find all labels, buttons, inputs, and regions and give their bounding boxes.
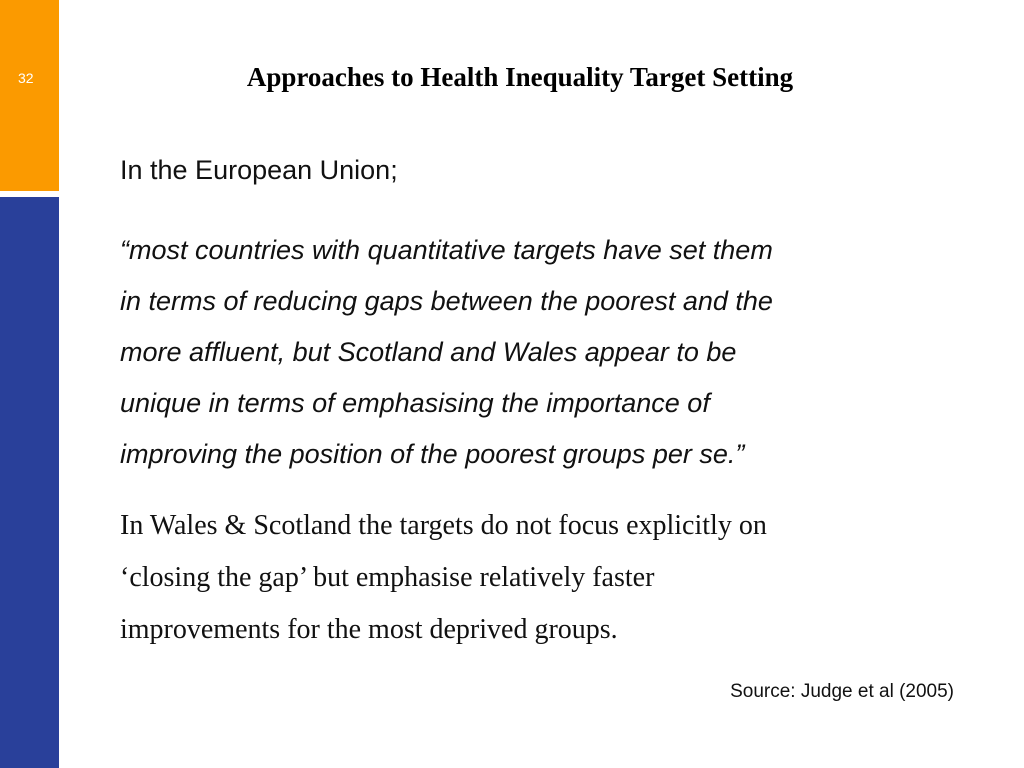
source-citation: Source: Judge et al (2005)	[730, 681, 954, 702]
sidebar-blue-bar	[0, 197, 59, 768]
wales-scotland-paragraph	[120, 500, 970, 656]
intro-text: In the European Union;	[120, 155, 398, 185]
quote-line: more affluent, but Scotland and Wales appear to be	[120, 337, 737, 367]
paragraph-line: ‘closing the gap’ but emphasise relatively faster	[120, 562, 655, 593]
quote-line: unique in terms of emphasising the importance of	[120, 388, 710, 418]
paragraph-line: In Wales & Scotland the targets do not focus explicitly on	[120, 510, 767, 541]
quote-line: “most countries with quantitative targets have set them	[120, 235, 773, 265]
paragraph-line: improvements for the most deprived groups.	[120, 614, 618, 645]
slide-number: 32	[18, 70, 34, 86]
slide-title: Approaches to Health Inequality Target Setting	[246, 62, 794, 92]
quote-line: in terms of reducing gaps between the poorest and the	[120, 286, 773, 316]
quote-block	[120, 225, 970, 480]
quote-line: improving the position of the poorest groups per se.”	[120, 439, 745, 469]
sidebar-orange-bar	[0, 0, 59, 191]
